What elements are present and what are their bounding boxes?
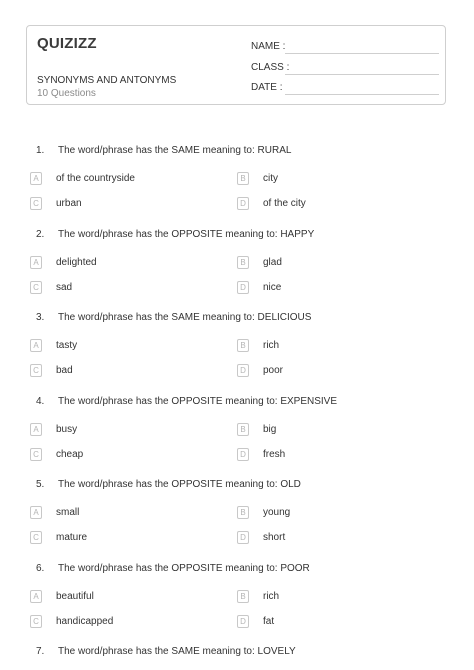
option-text: bad bbox=[56, 365, 73, 376]
option-text: glad bbox=[263, 256, 282, 268]
option-letter-box: C bbox=[30, 281, 42, 294]
class-label: CLASS : bbox=[251, 62, 290, 73]
answer-option[interactable] bbox=[237, 423, 417, 437]
option-text: beautiful bbox=[56, 590, 94, 602]
option-letter-box: B bbox=[237, 506, 249, 519]
answer-option[interactable] bbox=[30, 256, 210, 270]
question-count: 10 Questions bbox=[37, 88, 96, 99]
question-prompt bbox=[36, 646, 296, 657]
option-text: urban bbox=[56, 198, 82, 209]
option-text: tasty bbox=[56, 340, 78, 351]
worksheet-title: SYNONYMS AND ANTONYMS bbox=[37, 75, 177, 86]
question-number: 6. bbox=[36, 562, 45, 574]
answer-option[interactable] bbox=[237, 531, 417, 545]
answer-option[interactable] bbox=[30, 364, 210, 378]
option-letter-box: B bbox=[237, 256, 249, 269]
date-line bbox=[285, 94, 439, 95]
option-letter-box: D bbox=[237, 281, 249, 294]
answer-option[interactable] bbox=[30, 590, 210, 604]
option-text: delighted bbox=[56, 256, 97, 268]
option-letter-box: A bbox=[30, 172, 42, 185]
answer-option[interactable] bbox=[237, 339, 417, 353]
option-letter-box: A bbox=[30, 256, 42, 269]
class-line bbox=[285, 74, 439, 75]
answer-option[interactable] bbox=[237, 172, 417, 186]
option-text: cheap bbox=[56, 448, 84, 460]
option-text: sad bbox=[56, 281, 73, 293]
answer-option[interactable] bbox=[237, 364, 417, 378]
answer-option[interactable] bbox=[237, 281, 417, 295]
question-text: The word/phrase has the SAME meaning to: DELICIOUS bbox=[58, 312, 312, 323]
answer-option[interactable] bbox=[30, 531, 210, 545]
option-letter-box: C bbox=[30, 448, 42, 461]
answer-option[interactable] bbox=[30, 615, 210, 629]
option-text: fat bbox=[263, 615, 275, 627]
answer-option[interactable] bbox=[30, 339, 210, 353]
option-letter-box: A bbox=[30, 339, 42, 352]
option-letter-box: C bbox=[30, 615, 42, 628]
question-prompt bbox=[36, 563, 310, 574]
question-number: 4. bbox=[36, 395, 45, 407]
option-text: of the city bbox=[263, 198, 306, 209]
option-text: young bbox=[263, 507, 291, 518]
option-text: mature bbox=[56, 532, 88, 543]
answer-option[interactable] bbox=[237, 256, 417, 270]
question-number: 7. bbox=[36, 646, 45, 657]
answer-option[interactable] bbox=[30, 197, 210, 211]
option-letter-box: A bbox=[30, 423, 42, 436]
option-text: poor bbox=[263, 365, 284, 376]
question-text: The word/phrase has the OPPOSITE meaning to: POOR bbox=[58, 562, 310, 574]
answer-option[interactable] bbox=[237, 506, 417, 520]
question-number: 3. bbox=[36, 312, 45, 323]
option-text: small bbox=[56, 507, 80, 518]
question-number: 2. bbox=[36, 228, 45, 240]
answer-option[interactable] bbox=[30, 281, 210, 295]
name-label: NAME : bbox=[251, 41, 286, 52]
answer-option[interactable] bbox=[237, 448, 417, 462]
option-text: city bbox=[263, 173, 278, 184]
option-letter-box: C bbox=[30, 531, 42, 544]
option-letter-box: B bbox=[237, 339, 249, 352]
option-letter-box: D bbox=[237, 531, 249, 544]
question-prompt bbox=[36, 229, 314, 240]
option-letter-box: A bbox=[30, 506, 42, 519]
quizizz-logo: QUIZIZZ bbox=[37, 35, 97, 52]
worksheet-header bbox=[26, 25, 446, 105]
option-text: of the countryside bbox=[56, 173, 135, 184]
question-text: The word/phrase has the SAME meaning to: LOVELY bbox=[58, 646, 296, 657]
question-prompt bbox=[36, 312, 311, 323]
answer-option[interactable] bbox=[237, 590, 417, 604]
date-label: DATE : bbox=[251, 82, 283, 93]
answer-option[interactable] bbox=[30, 172, 210, 186]
question-text: The word/phrase has the SAME meaning to: RURAL bbox=[58, 145, 292, 156]
question-text: The word/phrase has the OPPOSITE meaning to: OLD bbox=[58, 479, 301, 490]
option-letter-box: A bbox=[30, 590, 42, 603]
question-number: 5. bbox=[36, 479, 45, 490]
answer-option[interactable] bbox=[237, 615, 417, 629]
option-letter-box: B bbox=[237, 590, 249, 603]
option-letter-box: C bbox=[30, 197, 42, 210]
question-text: The word/phrase has the OPPOSITE meaning to: HAPPY bbox=[58, 228, 315, 240]
option-text: short bbox=[263, 532, 286, 543]
option-letter-box: D bbox=[237, 197, 249, 210]
answer-option[interactable] bbox=[30, 448, 210, 462]
question-prompt bbox=[36, 479, 301, 490]
option-text: handicapped bbox=[56, 615, 114, 627]
option-text: big bbox=[263, 423, 277, 435]
question-text: The word/phrase has the OPPOSITE meaning to: EXPENSIVE bbox=[58, 395, 338, 407]
option-text: rich bbox=[263, 340, 280, 351]
option-text: nice bbox=[263, 281, 282, 293]
option-letter-box: B bbox=[237, 172, 249, 185]
option-letter-box: B bbox=[237, 423, 249, 436]
answer-option[interactable] bbox=[30, 423, 210, 437]
answer-option[interactable] bbox=[237, 197, 417, 211]
option-letter-box: D bbox=[237, 615, 249, 628]
question-prompt bbox=[36, 145, 291, 156]
name-line bbox=[285, 53, 439, 54]
answer-option[interactable] bbox=[30, 506, 210, 520]
question-number: 1. bbox=[36, 145, 45, 156]
option-letter-box: D bbox=[237, 448, 249, 461]
option-letter-box: D bbox=[237, 364, 249, 377]
question-prompt bbox=[36, 396, 337, 407]
option-text: fresh bbox=[263, 448, 286, 460]
option-text: busy bbox=[56, 423, 78, 435]
option-letter-box: C bbox=[30, 364, 42, 377]
option-text: rich bbox=[263, 590, 280, 602]
